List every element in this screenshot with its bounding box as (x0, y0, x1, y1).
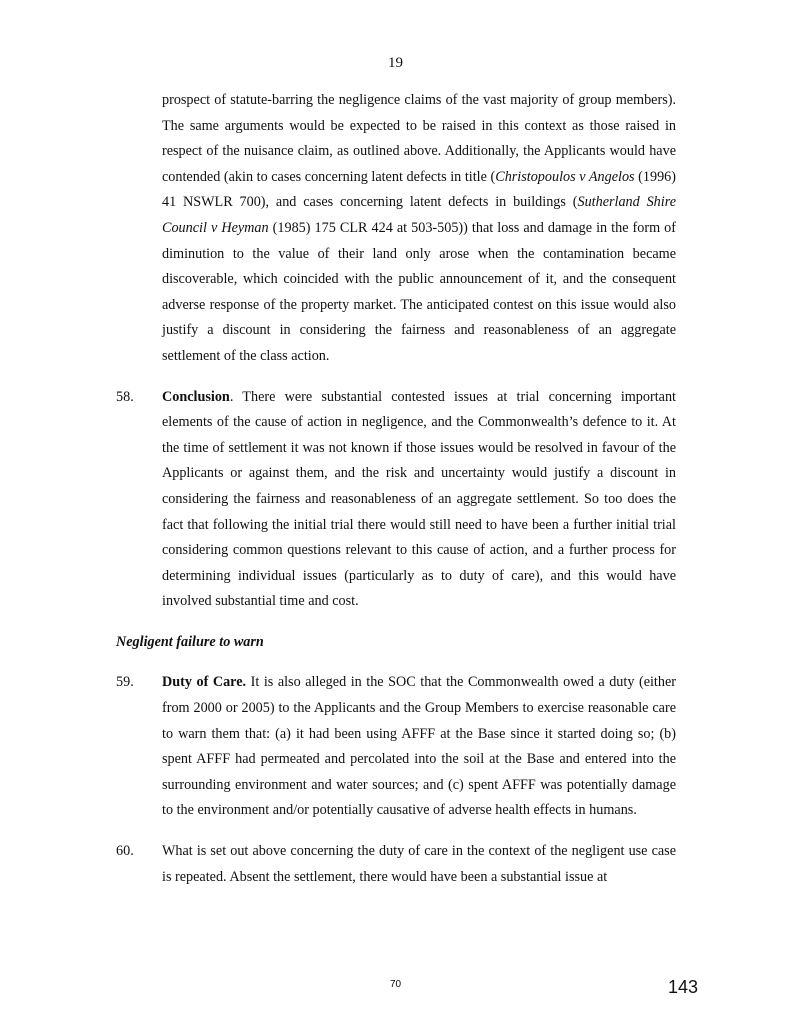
document-body (116, 88, 676, 905)
case-name: Christopoulos v Angelos (495, 168, 635, 185)
footer-page-number: 70 (389, 979, 402, 990)
paragraph-59 (116, 670, 676, 824)
paragraph-lead: Duty of Care. (162, 674, 247, 691)
paragraph-60 (116, 839, 676, 890)
text-run: What is set out above concerning the duty of care in the context of the negligent use case is repeated. Absent the settlement, there would have been a substantial issue at (162, 843, 676, 885)
bundle-page-number: 143 (667, 977, 698, 997)
paragraph-58 (116, 385, 676, 615)
text-run: . There were substantial contested issues at trial concerning important elements of the cause of action in negligence, and the Commonwealth’s defence to it. At the time of settlement it was not known if those issues would be resolved in favour of the Applicants or against them, and the risk and uncertainty would justify a discount in considering the fairness and reasonableness of an aggregate settlement. So too does the fact that following the initial trial there would still need to have been a further initial trial considering common questions relevant to this cause of action, and a further process for determining individual issues (particularly as to duty of care), and this would have involved substantial time and cost. (162, 388, 676, 610)
paragraph-number: 59. (116, 674, 134, 691)
text-run: It is also alleged in the SOC that the Commonwealth owed a duty (either from 2000 or 2005) to the Applicants and the Group Members to exercise reasonable care to warn them that: (a) it had been using AFFF at the Base since it started doing so; (b) spent AFFF had permeated and percolated into the soil at the Base and entered into the surrounding environment and water sources; and (c) spent AFFF was potentially damage to the environment and/or potentially causative of adverse health effects in humans. (162, 674, 676, 819)
paragraph-lead: Conclusion (162, 388, 230, 405)
page-number: 19 (388, 55, 403, 71)
case-name: Sutherland Shire Council v Heyman (162, 194, 676, 236)
paragraph-text (162, 670, 676, 824)
text-run: (1985) 175 CLR 424 at 503-505)) that loss and damage in the form of diminution to the value of their land only arose when the contamination became discoverable, which coincided with the public announcement of it, and the consequent adverse response of the property market. The anticipated contest on this issue would also justify a discount in considering the fairness and reasonableness of an aggregate settlement of the class action. (162, 219, 677, 364)
paragraph-number: 60. (116, 843, 134, 860)
paragraph-text (162, 839, 676, 890)
paragraph-text (162, 385, 676, 615)
paragraph-number: 58. (116, 388, 134, 405)
section-heading: Negligent failure to warn (116, 633, 264, 650)
continued-paragraph (162, 88, 676, 370)
text-run: (1996) 41 NSWLR 700), and cases concerning latent defects in buildings ( (162, 168, 676, 211)
text-run: prospect of statute-barring the negligence claims of the vast majority of group members). The same arguments would be expected to be raised in this context as those raised in respect of the nuisance claim, as outlined above. Additionally, the Applicants would have contended (akin to cases concerning latent defects in title ( (162, 92, 676, 185)
